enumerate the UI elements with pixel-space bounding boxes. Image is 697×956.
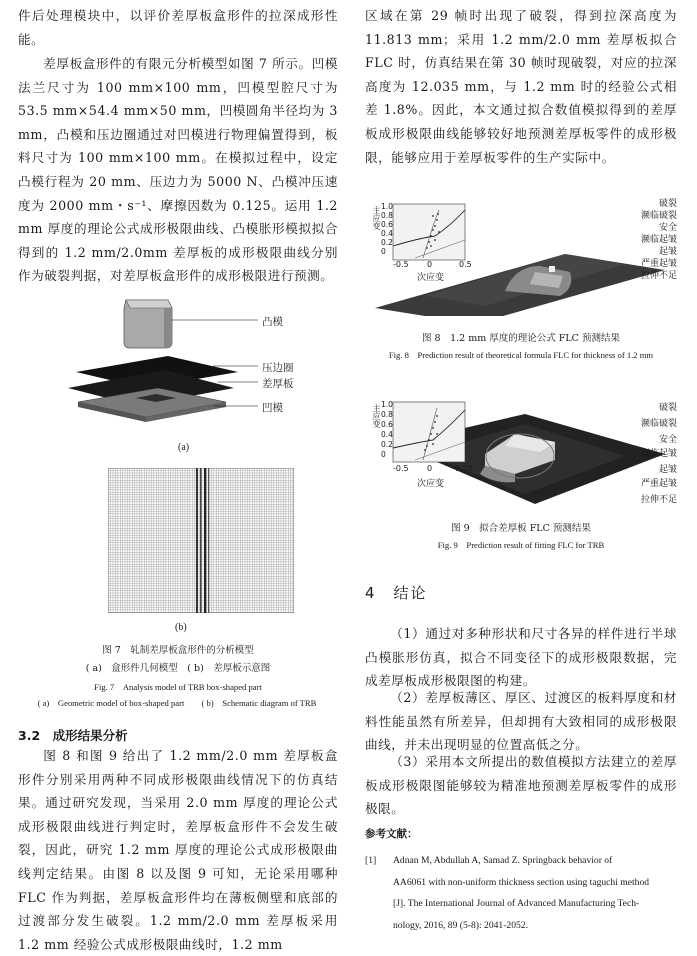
legend-item: 破裂 (658, 199, 677, 209)
legend-item: 拉伸不足 (640, 271, 677, 281)
section-3-2-title: 3.2 成形结果分析 (18, 728, 128, 743)
figure-9 (365, 394, 677, 514)
fig9-ytick: 0.4 (381, 430, 393, 439)
sublabel-a: (a) (178, 442, 190, 453)
left-paragraph-top: 件后处理模块中，以评价差厚板盒形件的拉深成形性能。 (18, 8, 338, 47)
label-blank-holder: 压边圈 (262, 362, 294, 374)
fig8-ytick: 1.0 (381, 202, 393, 211)
legend-item: 破裂 (658, 403, 677, 413)
fig9-xlabel: 次应变 (417, 479, 445, 489)
fig9-ylabel: 主应变 (372, 404, 381, 428)
fig8-ytick: 0 (381, 247, 386, 256)
fig7-caption-en-sub: ( a) Geometric model of box-shaped part ( b) Schematic diagram of TRB (37, 698, 317, 708)
figure-7a (18, 290, 338, 460)
fig8-xtick: 0 (427, 260, 433, 269)
fig8-xlabel: 次应变 (417, 273, 445, 283)
legend-item: 濒临破裂 (640, 211, 677, 221)
trb-mesh-diagram (108, 468, 294, 613)
fig7-caption-zh-sub: ( a) 盒形件几何模型 ( b) 差厚板示意图 (85, 663, 271, 674)
fig8-legend (597, 196, 677, 286)
fig9-y-ticks (381, 400, 393, 460)
fig8-flc-inset (393, 204, 465, 260)
legend-item: 安全 (658, 435, 677, 445)
fig8-ytick: 0.8 (381, 211, 393, 220)
legend-item: 濒临起皱 (640, 235, 677, 245)
fig8-ytick: 0.2 (381, 238, 393, 247)
legend-item: 拉伸不足 (640, 495, 677, 505)
legend-item: 起皱 (658, 247, 677, 257)
fig8-y-ticks (381, 202, 393, 256)
fig8-ytick: 0.6 (381, 220, 393, 229)
fig9-xtick: 0 (427, 464, 433, 473)
left-paragraph-results: 图 8 和图 9 给出了 1.2 mm/2.0 mm 差厚板盒形件分别采用两种不同成形极限曲线情况下的仿真结果。通过研究发现，当采用 2.0 mm 厚度的理论公式成形极限曲线进行判定时，差厚板盒形件不会发生破裂，因此，研究 1.2 mm 厚度的理论公式成形极限曲线判定结果。由图 8 以及图 9 可知，无论采用哪种 FLC 作为判据，差厚板盒形件均在薄板侧壁和底部的过渡部分发生破裂。1.2 mm/2.0 mm 差厚板采用 1.2 mm 经验公式成形极限曲线时，1.2 mm (18, 748, 338, 952)
conclusion-2: （2）差厚板薄区、厚区、过渡区的板料厚度和材料性能虽然有所差异，但却拥有大致相同的成形极限曲线，并未出现明显的位置高低之分。 (365, 690, 677, 753)
legend-item: 严重起皱 (640, 479, 677, 489)
fig7-caption-en: Fig. 7 Analysis model of TRB box-shaped part (94, 682, 262, 692)
fig8-caption-en: Fig. 8 Prediction result of theoretical formula FLC for thickness of 1.2 mm (388, 350, 654, 360)
references-title: 参考文献： (365, 828, 418, 840)
fig8-caption-zh: 图 8 1.2 mm 厚度的理论公式 FLC 预测结果 (422, 333, 620, 344)
fig8-xtick: 0.5 (459, 260, 472, 269)
fig9-legend (597, 400, 677, 505)
legend-item: 濒临起皱 (640, 449, 677, 459)
right-paragraph-top: 区域在第 29 帧时出现了破裂，得到拉深高度为 11.813 mm；采用 1.2 mm/2.0 mm 差厚板拟合 FLC 时，仿真结果在第 30 帧时现破裂，对应的拉深高度为 12.035 mm，与 1.2 mm 时的经验公式相差 1.8%。因此，本文通过拟合数值模拟得到的差厚板成形极限曲线能够较好地预测差厚板零件的成形极限，能够应用于差厚板零件的生产实际中。 (365, 8, 677, 165)
fig9-ytick: 0.2 (381, 440, 393, 449)
conclusion-3: （3）采用本文所提出的数值模拟方法建立的差厚板成形极限图能够较为精准地预测差厚板零件的成形极限。 (365, 754, 677, 817)
legend-item: 起皱 (658, 465, 677, 475)
legend-item: 濒临破裂 (640, 419, 677, 429)
figure-8 (365, 196, 677, 316)
reference-line: Adnan M, Abdullah A, Samad Z. Springback behavior of (393, 855, 613, 866)
sublabel-b: (b) (175, 622, 187, 633)
fig9-caption-zh: 图 9 拟合差厚板 FLC 预测结果 (451, 523, 591, 534)
reference-line: nology, 2016, 89 (5-8): 2041-2052. (393, 919, 529, 931)
label-trb: 差厚板 (262, 378, 294, 390)
fig8-xtick: -0.5 (393, 260, 409, 269)
fig9-xtick: -0.5 (393, 464, 409, 473)
reference-line: [J]. The International Journal of Advanced Manufacturing Tech- (393, 898, 640, 909)
fig9-ytick: 1.0 (381, 400, 393, 409)
reference-number: [1] (365, 855, 377, 866)
section-4-title: 4 结论 (365, 584, 428, 602)
label-die: 凹模 (262, 402, 283, 414)
conclusion-1: （1）通过对多种形状和尺寸各异的样件进行半球凸模胀形仿真，拟合不同变径下的成形极限数据，完成差厚板成形极限图的构建。 (365, 626, 677, 689)
legend-item: 安全 (658, 223, 677, 233)
fig8-ylabel: 主应变 (372, 206, 381, 230)
fig9-ytick: 0 (381, 450, 386, 459)
label-punch: 凸模 (262, 316, 283, 328)
fig9-xtick: 0.50 (455, 464, 473, 473)
legend-item: 严重起皱 (640, 259, 677, 269)
fig9-caption-en: Fig. 9 Prediction result of fitting FLC for TRB (437, 540, 605, 550)
fig8-ytick: 0.4 (381, 229, 393, 238)
fig9-ytick: 0.8 (381, 410, 393, 419)
fig9-flc-inset (393, 402, 465, 462)
punch-shape (124, 300, 172, 348)
figure-7b (108, 468, 294, 613)
left-paragraph-model: 差厚板盒形件的有限元分析模型如图 7 所示。凹模法兰尺寸为 100 mm×100 mm，凹模型腔尺寸为 53.5 mm×54.4 mm×50 mm，凹模圆角半径均为 3 mm，凸模和压边圈通过对凹模进行物理偏置得到，板料尺寸为 100 mm×100 mm。在模拟过程中，设定凸模行程为 20 mm、压边力为 5000 N、凸模冲压速度为 2000 mm・s⁻¹、摩擦因数为 0.125。运用 1.2 mm 厚度的理论公式成形极限曲线、凸模胀形模拟拟合得到的 1.2 mm/2.0mm 差厚板的成形极限曲线分别作为破裂判据，对差厚板盒形件的成形极限进行预测。 (18, 56, 338, 284)
fig7-caption-zh: 图 7 轧制差厚板盒形件的分析模型 (102, 645, 254, 656)
box-part-3d-model (18, 290, 338, 460)
reference-line: AA6061 with non-uniform thickness section using taguchi method (393, 876, 650, 888)
fig9-ytick: 0.6 (381, 420, 393, 429)
